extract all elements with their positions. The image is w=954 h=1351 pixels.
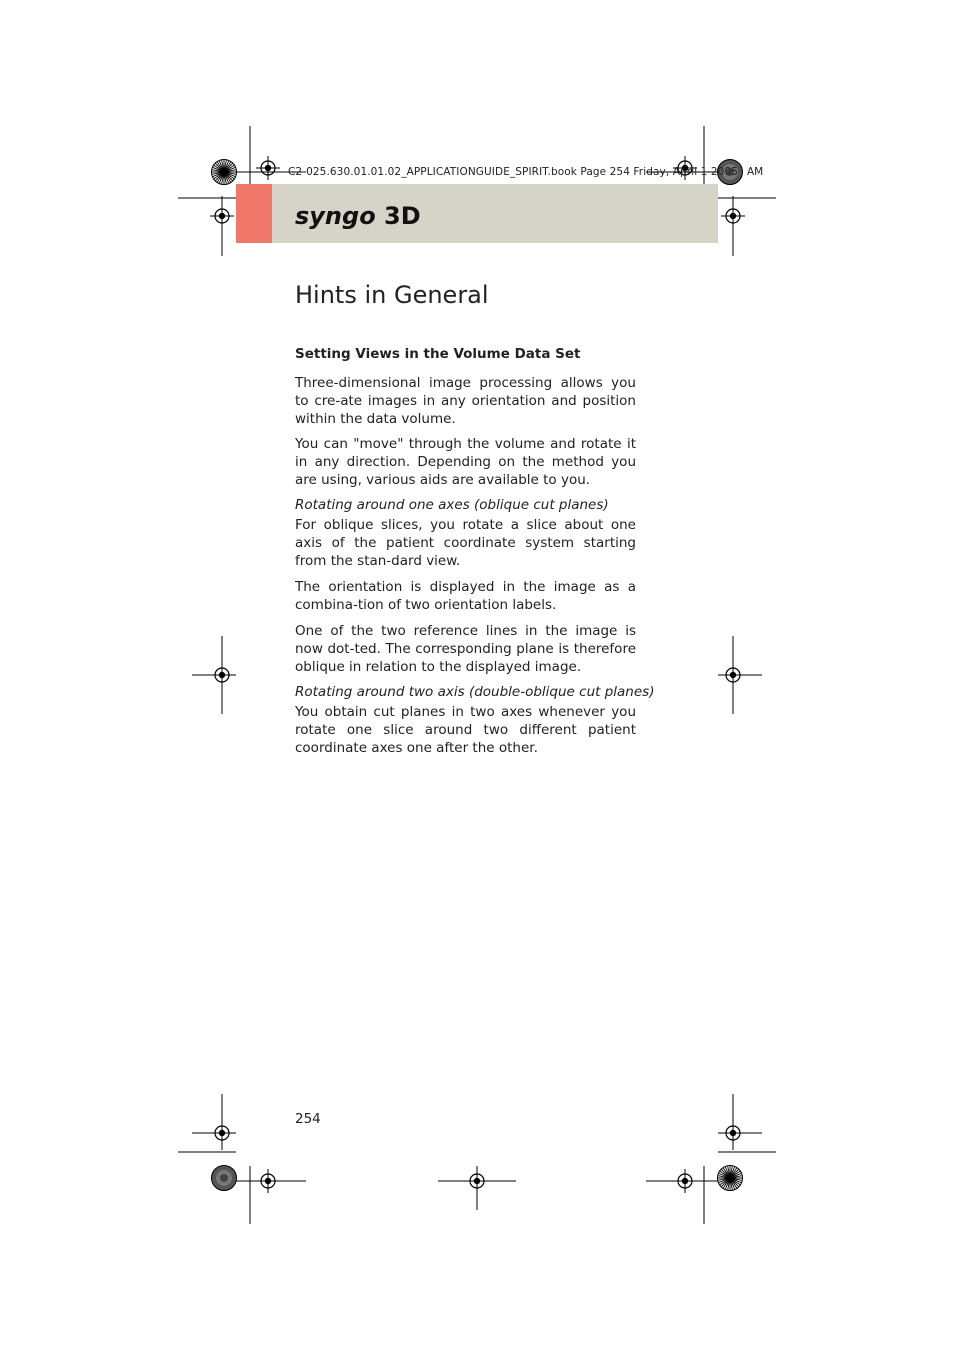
- header-title: [295, 202, 421, 230]
- paragraph-3: For oblique slices, you rotate a slice about one axis of the patient coordinate system starting from the stan-dard view.: [295, 517, 636, 569]
- italic-heading-1: Rotating around one axes (oblique cut planes): [295, 497, 609, 513]
- paragraph-1: Three-dimensional image processing allows you to cre-ate images in any orientation and position within the data volume.: [295, 375, 636, 427]
- paragraph-6: You obtain cut planes in two axes whenever you rotate one slice around two different patient coordinate axes one after the other.: [295, 704, 636, 756]
- print-slug: C2-025.630.01.01.02_APPLICATIONGUIDE_SPIRIT.book Page 254 Friday, April 1 2005: [288, 166, 739, 178]
- subheading: Setting Views in the Volume Data Set: [295, 346, 581, 362]
- print-slug-time: AM: [747, 166, 764, 178]
- header-title-brand: syngo: [295, 202, 376, 230]
- page-number: 254: [295, 1111, 321, 1127]
- header-title-rest: 3D: [375, 202, 421, 230]
- italic-heading-2: Rotating around two axis (double-oblique cut planes): [295, 684, 655, 700]
- paragraph-4: The orientation is displayed in the image as a combina-tion of two orientation labels.: [295, 579, 636, 613]
- paragraph-5: One of the two reference lines in the image is now dot-ted. The corresponding plane is therefore oblique in relation to the displayed image.: [295, 623, 636, 675]
- header-accent: [236, 184, 272, 243]
- paragraph-2: You can "move" through the volume and rotate it in any direction. Depending on the method you are using, various aids are available to you.: [295, 436, 636, 488]
- section-title: Hints in General: [295, 281, 489, 309]
